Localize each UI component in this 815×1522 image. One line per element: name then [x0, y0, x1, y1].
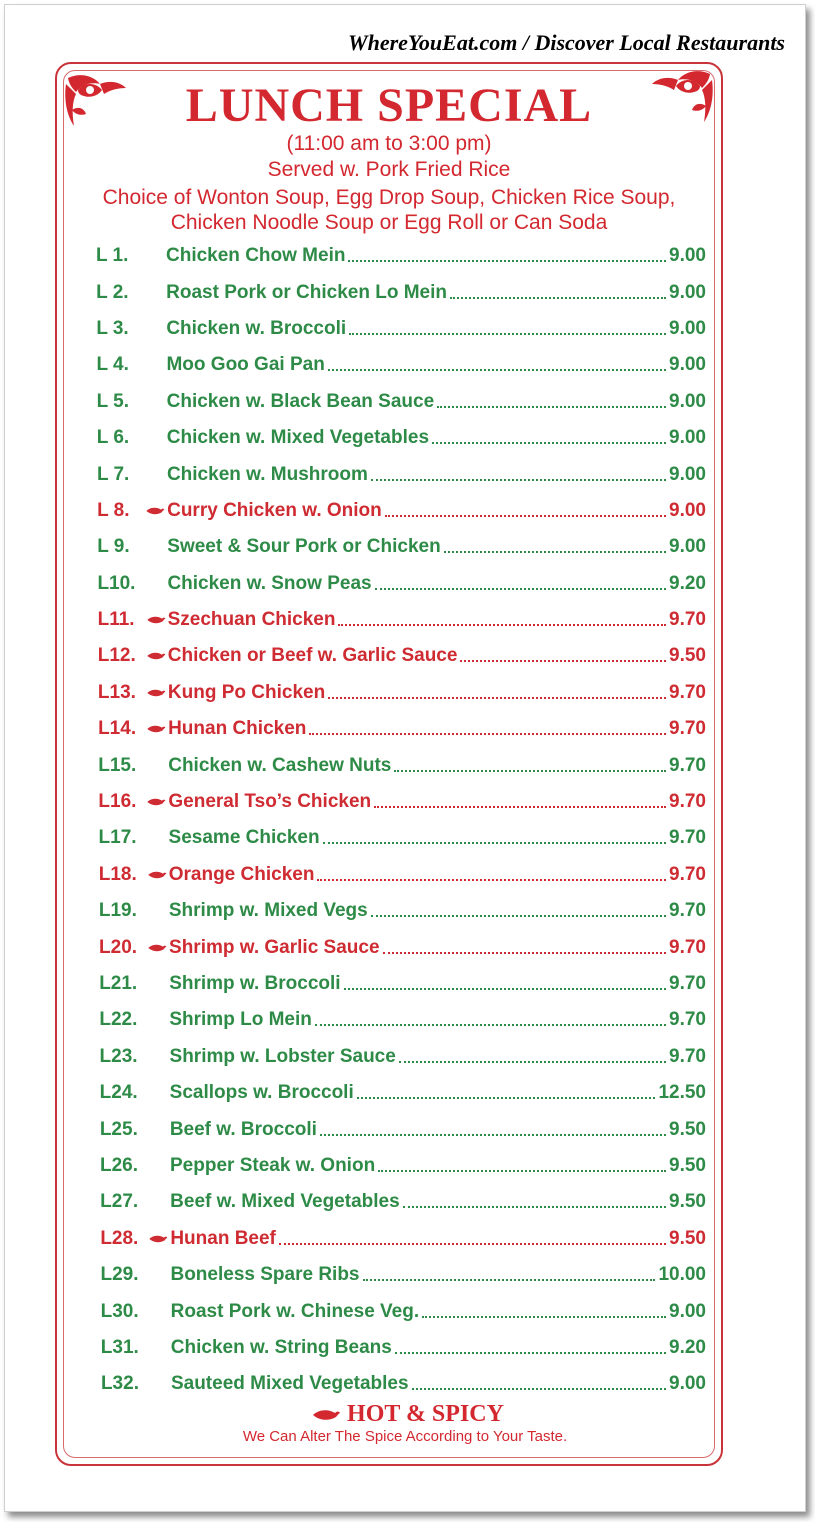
item-code: L19. [98, 900, 137, 922]
menu-item [96, 747, 706, 783]
served-with: Served w. Pork Fried Rice [267, 158, 511, 181]
dot-leader [317, 879, 666, 881]
dot-leader [403, 1206, 666, 1208]
item-name: Chicken w. Black Bean Sauce [166, 390, 435, 412]
item-price: 9.50 [669, 645, 706, 667]
item-name: Chicken w. Cashew Nuts [168, 754, 392, 776]
item-name: Kung Po Chicken [167, 681, 326, 703]
item-name: Roast Pork or Chicken Lo Mein [166, 281, 447, 303]
item-code: L22. [99, 1009, 138, 1031]
chili-pepper-icon [146, 723, 166, 735]
menu-item [96, 638, 706, 674]
item-price: 9.50 [669, 1154, 706, 1176]
item-code: L27. [100, 1191, 139, 1213]
item-price: 9.20 [669, 1336, 706, 1358]
item-price: 9.70 [669, 973, 706, 994]
menu-item [96, 784, 706, 820]
dot-leader [328, 369, 666, 371]
chili-pepper-icon [148, 1233, 168, 1245]
menu-item [96, 602, 706, 638]
item-name: Chicken w. String Beans [170, 1336, 392, 1358]
item-code: L 6. [96, 427, 130, 449]
menu-item [96, 384, 706, 420]
dot-leader [378, 1170, 666, 1172]
item-name: Shrimp w. Lobster Sauce [169, 1045, 396, 1067]
item-price: 9.00 [669, 1300, 706, 1322]
item-name: Shrimp Lo Mein [169, 1009, 312, 1031]
dot-leader [399, 1061, 666, 1063]
item-name: Shrimp w. Broccoli [169, 973, 341, 994]
item-price: 9.70 [669, 754, 706, 776]
chili-pepper-icon [147, 942, 167, 954]
item-code: L 3. [96, 317, 129, 339]
item-price: 9.70 [669, 609, 706, 631]
item-price: 10.00 [658, 1264, 706, 1286]
item-code: L17. [98, 827, 137, 849]
item-price: 9.00 [669, 463, 706, 485]
item-code: L10. [97, 572, 136, 594]
item-name: Chicken w. Snow Peas [167, 572, 372, 594]
item-price: 9.50 [669, 1191, 706, 1213]
menu-item [96, 1111, 706, 1147]
item-code: L20. [99, 936, 138, 958]
menu-item [96, 893, 706, 929]
item-name: Orange Chicken [168, 863, 315, 885]
dot-leader [315, 1024, 666, 1026]
item-code: L15. [98, 754, 137, 776]
spicy-marker [147, 869, 169, 881]
menu-item [96, 1221, 706, 1257]
item-name: Roast Pork w. Chinese Veg. [170, 1300, 420, 1322]
item-price: 9.70 [669, 863, 706, 885]
spicy-marker [146, 614, 168, 626]
dot-leader [394, 770, 666, 772]
item-price: 9.70 [669, 681, 706, 703]
item-name: General Tso’s Chicken [168, 791, 372, 813]
hot-spicy-legend [0, 1401, 815, 1428]
item-price: 9.20 [669, 572, 706, 594]
item-code: L21. [99, 973, 138, 994]
item-code: L 5. [96, 390, 130, 412]
item-name: Szechuan Chicken [167, 609, 336, 631]
chili-pepper-icon [311, 1407, 341, 1423]
item-code: L30. [100, 1300, 139, 1322]
item-code: L14. [98, 718, 137, 740]
spicy-marker [147, 942, 169, 954]
menu-item [96, 347, 706, 383]
item-name: Beef w. Broccoli [169, 1118, 317, 1140]
item-code: L26. [100, 1154, 139, 1176]
item-name: Sweet & Sour Pork or Chicken [167, 536, 441, 558]
menu-item [96, 1330, 706, 1366]
menu-item [96, 420, 706, 456]
dot-leader [309, 733, 666, 735]
item-code: L16. [98, 791, 137, 813]
item-code: L11. [97, 609, 135, 631]
item-code: L 7. [96, 463, 130, 485]
item-code: L 8. [97, 499, 130, 521]
menu-item [96, 1293, 706, 1329]
dot-leader [412, 1388, 666, 1390]
dot-leader [344, 988, 666, 990]
item-price: 9.00 [669, 390, 706, 412]
item-price: 9.70 [669, 900, 706, 922]
dot-leader [432, 442, 666, 444]
item-code: L13. [97, 681, 136, 703]
dot-leader [349, 333, 666, 335]
menu-item [96, 566, 706, 602]
dot-leader [320, 1134, 666, 1136]
item-price: 9.70 [669, 1009, 706, 1031]
menu-item [96, 493, 706, 529]
chili-pepper-icon [146, 687, 166, 699]
menu-item [96, 857, 706, 893]
item-code: L12. [97, 645, 136, 667]
spicy-marker [146, 650, 168, 662]
spicy-marker [145, 505, 167, 517]
menu-title: LUNCH SPECIAL [185, 79, 593, 132]
dot-leader [323, 842, 666, 844]
dot-leader [395, 1352, 666, 1354]
item-code: L23. [99, 1045, 138, 1067]
item-code: L 9. [97, 536, 130, 558]
item-code: L24. [99, 1082, 138, 1104]
item-name: Beef w. Mixed Vegetables [170, 1191, 400, 1213]
item-name: Sesame Chicken [168, 827, 320, 849]
item-code: L31. [100, 1336, 139, 1358]
menu-item [96, 966, 706, 1002]
dot-leader [371, 915, 666, 917]
dot-leader [444, 551, 666, 553]
watermark-text: WhereYouEat.com / Discover Local Restaurants [348, 30, 785, 55]
menu-item [96, 1184, 706, 1220]
item-name: Scallops w. Broccoli [169, 1082, 354, 1104]
item-code: L29. [100, 1264, 139, 1286]
item-code: L28. [100, 1227, 139, 1249]
menu-item [96, 675, 706, 711]
menu-list [96, 238, 706, 1403]
spicy-marker [146, 796, 168, 808]
item-price: 9.00 [669, 245, 706, 267]
menu-item [96, 929, 706, 965]
item-code: L 4. [96, 354, 129, 376]
item-code: L18. [98, 863, 137, 885]
item-code: L25. [99, 1118, 138, 1140]
item-price: 9.50 [669, 1118, 706, 1140]
item-name: Chicken or Beef w. Garlic Sauce [167, 645, 458, 667]
item-price: 9.70 [669, 791, 706, 813]
menu-item [96, 1002, 706, 1038]
dot-leader [357, 1097, 656, 1099]
menu-item [96, 1366, 706, 1402]
item-name: Shrimp w. Mixed Vegs [168, 900, 368, 922]
menu-item [96, 1148, 706, 1184]
item-price: 9.70 [669, 827, 706, 849]
lunch-hours: (11:00 am to 3:00 pm) [286, 132, 492, 155]
item-price: 9.00 [669, 536, 706, 558]
dot-leader [437, 406, 666, 408]
item-price: 9.00 [669, 1373, 706, 1395]
dot-leader [371, 479, 666, 481]
menu-item [96, 820, 706, 856]
spicy-marker [146, 687, 168, 699]
item-code: L 1. [96, 245, 129, 267]
item-code: L 2. [96, 281, 129, 303]
item-price: 12.50 [658, 1082, 706, 1104]
dot-leader [338, 624, 666, 626]
menu-item [96, 311, 706, 347]
spicy-marker [148, 1233, 170, 1245]
menu-item [96, 529, 706, 565]
hot-spicy-label: HOT & SPICY [347, 1401, 504, 1427]
dot-leader [383, 952, 667, 954]
dot-leader [450, 297, 666, 299]
chili-pepper-icon [146, 796, 166, 808]
menu-item [96, 238, 706, 274]
spice-note: We Can Alter The Spice According to Your Taste. [242, 1428, 568, 1445]
item-name: Chicken w. Broccoli [166, 317, 347, 339]
dot-leader [328, 697, 666, 699]
item-price: 9.00 [669, 427, 706, 449]
item-name: Hunan Beef [170, 1227, 276, 1249]
chili-pepper-icon [146, 650, 166, 662]
chili-pepper-icon [147, 869, 167, 881]
item-price: 9.00 [669, 499, 706, 521]
dot-leader [348, 260, 666, 262]
chili-pepper-icon [146, 614, 166, 626]
item-name: Shrimp w. Garlic Sauce [169, 936, 380, 958]
dot-leader [374, 806, 666, 808]
item-name: Pepper Steak w. Onion [170, 1154, 376, 1176]
menu-item [96, 456, 706, 492]
dot-leader [460, 660, 666, 662]
menu-item [96, 1257, 706, 1293]
item-name: Chicken w. Mixed Vegetables [166, 427, 430, 449]
item-name: Hunan Chicken [168, 718, 307, 740]
soup-choice-line-2: Chicken Noodle Soup or Egg Roll or Can Soda [170, 211, 608, 234]
item-name: Sauteed Mixed Vegetables [170, 1373, 409, 1395]
item-name: Boneless Spare Ribs [170, 1264, 360, 1286]
item-price: 9.70 [669, 936, 706, 958]
spicy-marker [146, 723, 168, 735]
dot-leader [375, 588, 666, 590]
dot-leader [279, 1243, 666, 1245]
item-price: 9.50 [669, 1227, 706, 1249]
item-name: Curry Chicken w. Onion [167, 499, 382, 521]
item-name: Chicken Chow Mein [166, 245, 346, 267]
chili-pepper-icon [145, 505, 165, 517]
dot-leader [385, 515, 666, 517]
item-code: L32. [100, 1373, 139, 1395]
menu-item [96, 1039, 706, 1075]
item-price: 9.70 [669, 718, 706, 740]
item-price: 9.70 [669, 1045, 706, 1067]
menu-item [96, 711, 706, 747]
item-name: Chicken w. Mushroom [166, 463, 368, 485]
menu-item [96, 274, 706, 310]
item-price: 9.00 [669, 281, 706, 303]
menu-item [96, 1075, 706, 1111]
item-price: 9.00 [669, 317, 706, 339]
dot-leader [422, 1316, 666, 1318]
soup-choice-line-1: Choice of Wonton Soup, Egg Drop Soup, Chicken Rice Soup, [102, 186, 676, 209]
item-name: Moo Goo Gai Pan [166, 354, 325, 376]
dot-leader [363, 1279, 656, 1281]
item-price: 9.00 [669, 354, 706, 376]
